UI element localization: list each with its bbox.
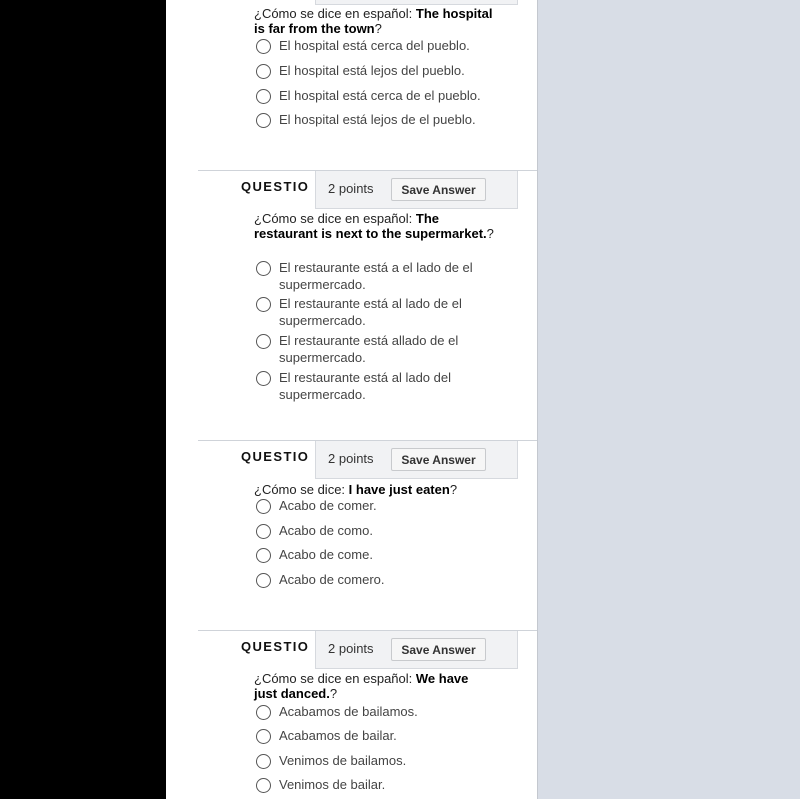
question-title: QUESTIO [241,179,310,194]
radio-button[interactable] [256,705,271,720]
panel-border [537,0,538,799]
points-label: 2 points [328,451,374,466]
radio-button[interactable] [256,371,271,386]
save-answer-button[interactable]: Save Answer [391,448,486,471]
quiz-panel: ¿Cómo se dice en español: The hospital is far from the town? El hospital está cerca del pueblo. El hospital está lejos del pueblo. El hospital está cerca de el pueblo. El hospital está lejos de el pueblo. QUESTIO 2 points Save Answer ¿Cómo se dice en español: The restaurant is next to the supermarket.? El restaurante está a el lado de el supermercado. El restaurante está al lado de el supermercado. El restaurante está allado de el supermercado. El restaurante está al lado del supermercado. QUESTIO 2 points Save Answer ¿Cómo se dice: I have just eaten? Acabo de comer. Acabo de como. Acabo de come. Acabo de comero. QUESTIO 2 points Save Answer ¿Cómo se dice en español: We have just danced.? Acabamos de bailamos. Acabamos de bailar. Venimos de bailamos. Venimos de bailar. [166,0,537,799]
radio-button[interactable] [256,89,271,104]
radio-button[interactable] [256,499,271,514]
radio-button[interactable] [256,548,271,563]
radio-button[interactable] [256,334,271,349]
save-answer-button[interactable]: Save Answer [391,178,486,201]
radio-button[interactable] [256,297,271,312]
question-prompt: ¿Cómo se dice en español: We have just danced.? [254,671,469,701]
radio-button[interactable] [256,778,271,793]
question-header-box [315,171,518,209]
question-header-box [315,631,518,669]
right-background [538,0,800,799]
previous-header-box [315,0,518,5]
left-black-margin [0,0,166,799]
question-prompt: ¿Cómo se dice: I have just eaten? [254,482,458,497]
save-answer-button[interactable]: Save Answer [391,638,486,661]
radio-button[interactable] [256,729,271,744]
question-title: QUESTIO [241,449,310,464]
points-label: 2 points [328,641,374,656]
radio-button[interactable] [256,64,271,79]
radio-button[interactable] [256,261,271,276]
question-title: QUESTIO [241,639,310,654]
question-header-box [315,441,518,479]
radio-button[interactable] [256,754,271,769]
radio-button[interactable] [256,524,271,539]
question-prompt: ¿Cómo se dice en español: The restaurant is next to the supermarket.? [254,211,494,241]
radio-button[interactable] [256,113,271,128]
radio-button[interactable] [256,573,271,588]
question-prompt: ¿Cómo se dice en español: The hospital is far from the town? [254,6,493,36]
radio-button[interactable] [256,39,271,54]
points-label: 2 points [328,181,374,196]
